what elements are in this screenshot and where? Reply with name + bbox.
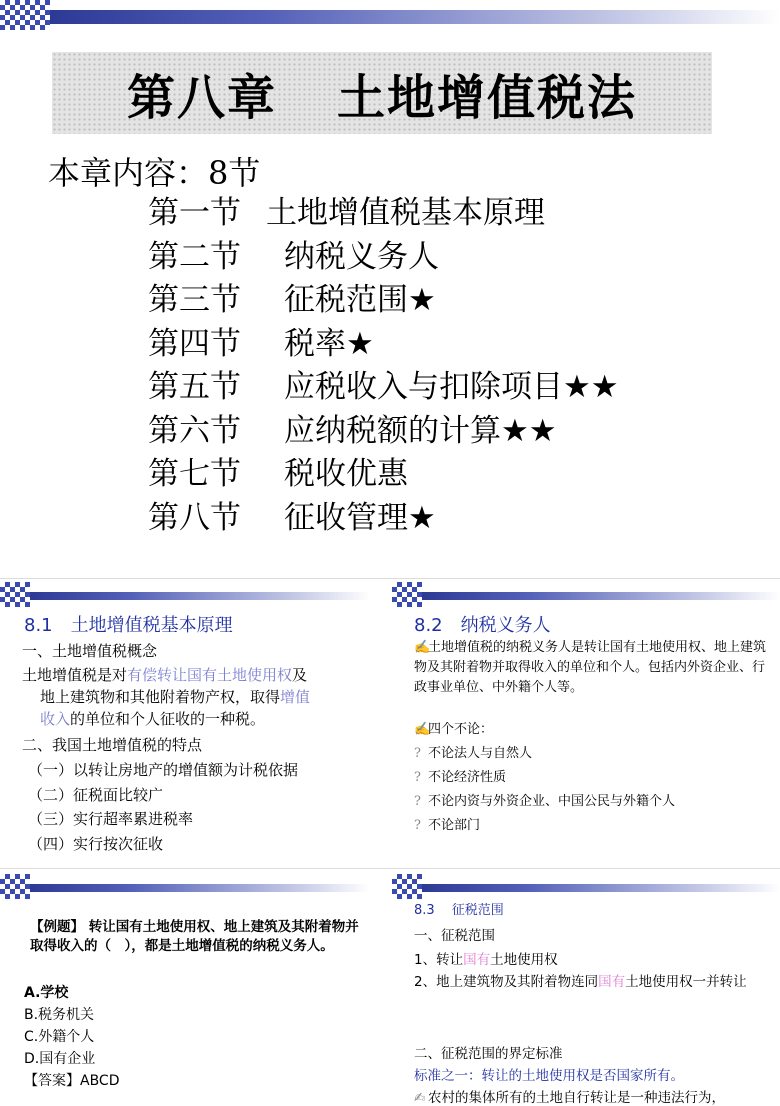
corner-checker-decoration [0, 0, 50, 30]
slide5-sub2: 二、征税范围的界定标准 [414, 1046, 563, 1062]
option-c: C.外籍个人 [24, 1029, 95, 1045]
list-item: （一）以转让房地产的增值额为计税依据 [28, 761, 299, 779]
slide5-item2: 2、地上建筑物及其附着物连同国有土地使用权一并转让 [414, 974, 747, 990]
slide3-checker [392, 582, 422, 607]
list-item: ? 不论内资与外资企业、中国公民与外籍个人 [414, 794, 676, 809]
slide5-bar [422, 884, 780, 892]
slide5-sub1: 一、征税范围 [414, 928, 495, 944]
slide3-four-list [414, 742, 675, 838]
slide-divider [0, 868, 780, 869]
title-chapter: 第八章 [126, 69, 277, 126]
section-item: 第八节 征收管理★ [148, 499, 436, 536]
slide1-title [52, 52, 712, 134]
option-d: D.国有企业 [24, 1051, 96, 1067]
slide5-heading: 8.3 征税范围 [414, 903, 504, 918]
section-item: 第六节 应纳税额的计算★★ [148, 412, 557, 449]
slide4-bar [30, 884, 370, 892]
slide4-options [24, 982, 120, 1092]
slide3-four-title: ✍四个不论： [414, 722, 494, 737]
slide2-sub1: 一、土地增值税概念 [22, 642, 158, 660]
section-list [148, 192, 619, 540]
list-item: （三）实行超率累进税率 [28, 810, 194, 828]
list-item: ? 不论经济性质 [414, 770, 507, 785]
slide4-example: 【例题】 转让国有土地使用权、地上建筑及其附着物并取得收入的（ ），都是土地增值税的纳税义务人。 [30, 919, 359, 954]
section-item: 第七节 税收优惠 [148, 456, 408, 492]
slide5-checker [392, 874, 422, 899]
slide2-bar [30, 592, 370, 600]
slide2-definition: 土地增值税是对有偿转让国有土地使用权及 地上建筑物和其他附着物产权，取得增值 收入的单位和个人征收的一种税。 [22, 666, 311, 728]
section-item: 第四节 税率★ [148, 325, 374, 362]
slide4-checker [0, 874, 30, 899]
section-item: 第五节 应税收入与扣除项目★★ [148, 369, 619, 405]
option-b: B.税务机关 [24, 1007, 95, 1023]
list-item: ? 不论法人与自然人 [414, 746, 533, 761]
chapter-intro: 本章内容：8节 [48, 154, 261, 192]
slide2-checker [0, 582, 30, 607]
slide3-paragraph: ✍土地增值税的纳税义务人是转让国有土地使用权、地上建筑物及其附着物并取得收入的单位和个人。包括内外资企业、行政事业单位、中外籍个人等。 [414, 640, 767, 695]
section-item: 第二节 纳税义务人 [148, 238, 439, 275]
section-item: 第一节 土地增值税基本原理 [148, 195, 545, 231]
slide3-bar [422, 592, 780, 600]
answer: 【答案】ABCD [24, 1073, 120, 1089]
title-subject: 土地增值税法 [337, 69, 638, 126]
slide5-standard1: 标准之一：转让的土地使用权是否国家所有。 [414, 1068, 684, 1084]
slide2-points [28, 758, 298, 856]
list-item: （四）实行按次征收 [28, 834, 164, 853]
slide2-sub2: 二、我国土地增值税的特点 [22, 736, 203, 754]
slide5-item1: 1、转让国有土地使用权 [414, 952, 558, 968]
slide-divider [0, 578, 780, 579]
section-item: 第三节 征税范围★ [148, 282, 436, 318]
slide5-standard1-text: ✍ 农村的集体所有的土地自行转让是一种违法行为， [414, 1090, 725, 1106]
option-a: A.学校 [24, 985, 69, 1001]
slide3-heading: 8.2 纳税义务人 [414, 615, 551, 636]
list-item: （二）征税面比较广 [28, 785, 164, 804]
header-gradient-bar [50, 10, 780, 24]
list-item: ? 不论部门 [414, 818, 481, 833]
slide2-heading: 8.1 土地增值税基本原理 [24, 615, 233, 636]
